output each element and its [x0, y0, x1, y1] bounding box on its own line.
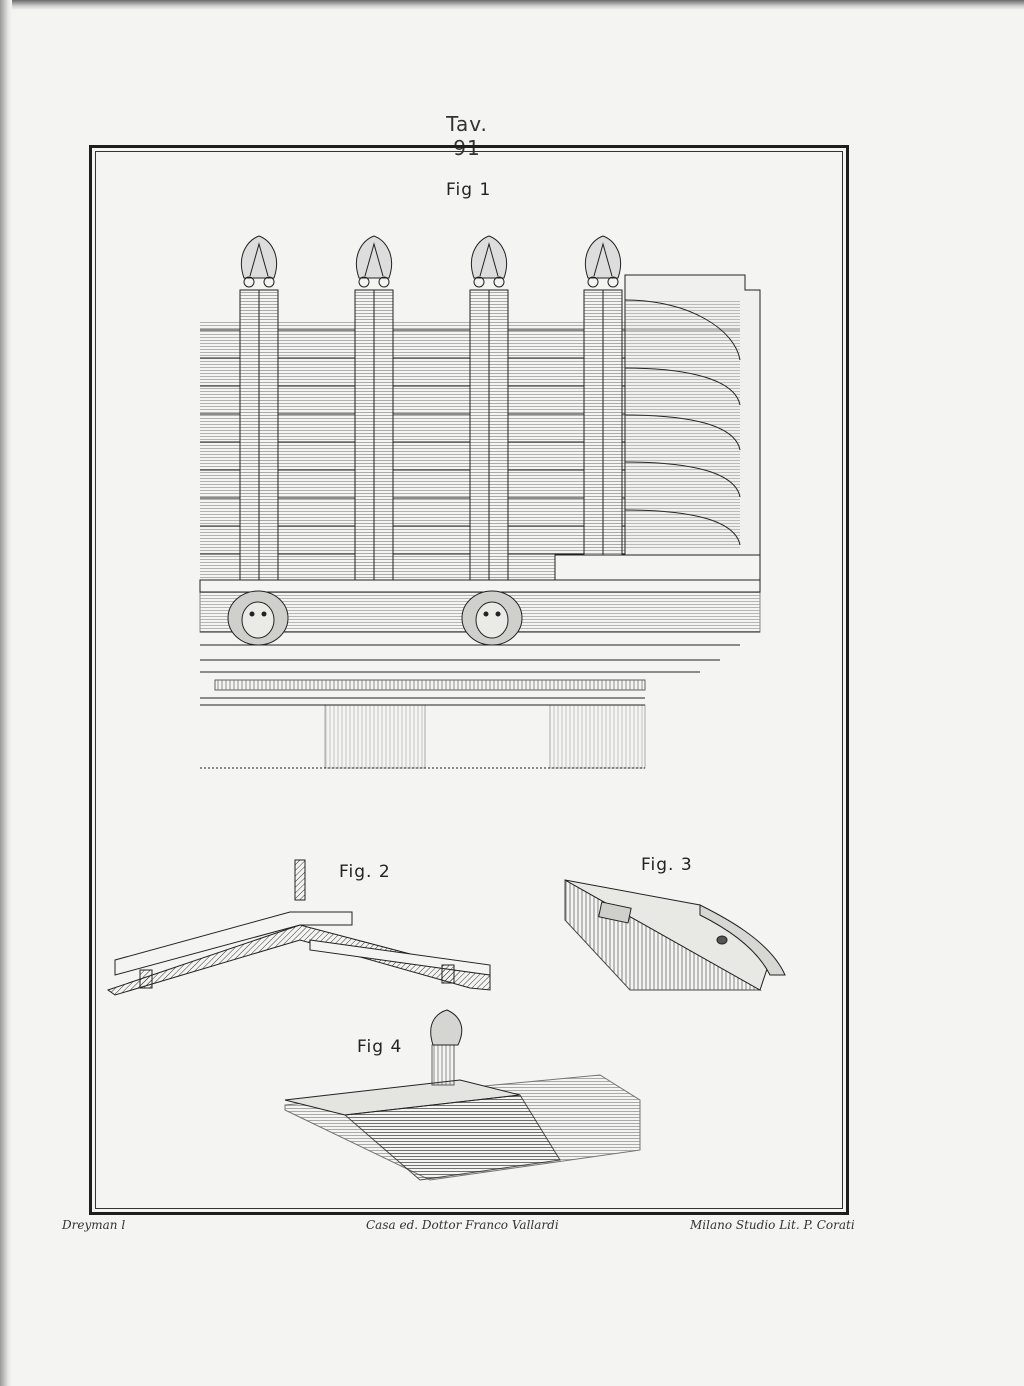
cover-tile-3: [470, 236, 508, 580]
credit-artist: Dreyman l: [62, 1218, 126, 1232]
figure-2-drawing: [108, 860, 490, 995]
plate-number: Tav. 91: [446, 112, 488, 160]
cover-tile-1: [240, 236, 278, 580]
credit-publisher: Casa ed. Dottor Franco Vallardi: [366, 1218, 559, 1232]
figure-3-drawing: [565, 880, 785, 990]
credit-lithographer: Milano Studio Lit. P. Corati: [690, 1218, 855, 1232]
lion-head-spout-2: [462, 591, 522, 645]
figure-4-drawing: [285, 1010, 640, 1180]
cover-tile-4: [584, 236, 622, 580]
figure-3-label: Fig. 3: [641, 855, 693, 875]
cover-tile-2: [355, 236, 393, 580]
lion-head-spout-1: [228, 591, 288, 645]
entablature: [200, 672, 700, 768]
figure-1-label: Fig 1: [446, 180, 492, 200]
figure-4-label: Fig 4: [357, 1037, 403, 1057]
figure-2-label: Fig. 2: [339, 862, 391, 882]
figure-1-drawing: [200, 236, 760, 768]
